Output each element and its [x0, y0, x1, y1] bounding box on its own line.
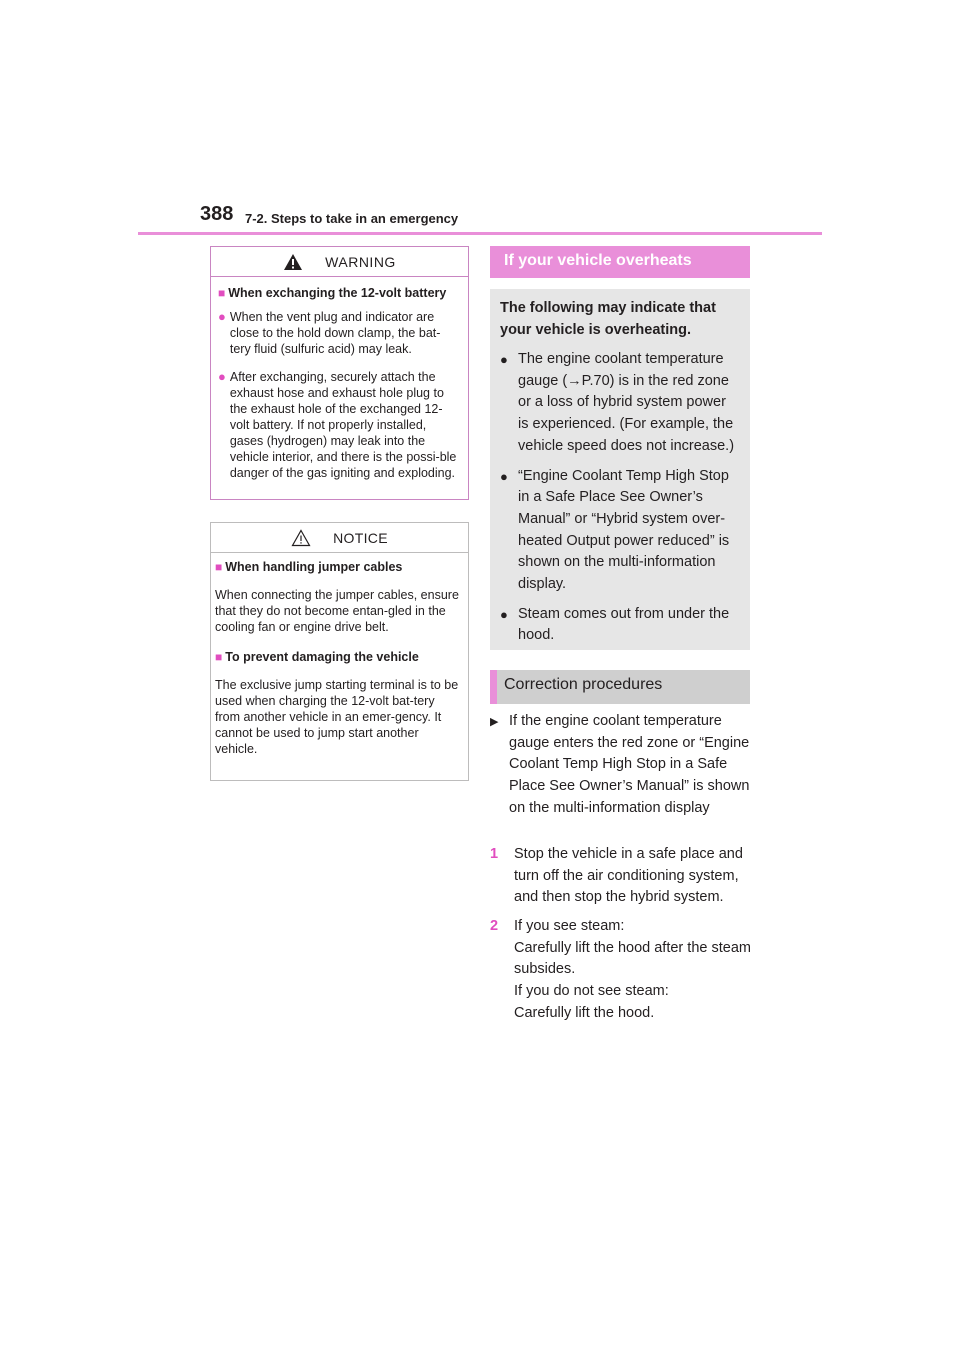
overheat-intro: The following may indicate that your vehicle is overheating. — [500, 300, 716, 338]
warning-bullet — [218, 369, 460, 481]
section-title-bar: If your vehicle overheats — [490, 246, 750, 278]
square-bullet-icon: ■ — [215, 560, 223, 574]
step-text: Stop the vehicle in a safe place and turn off the air conditioning system, and then stop the hybrid system. — [514, 846, 743, 906]
notice-box — [210, 522, 469, 781]
notice-paragraph: The exclusive jump starting terminal is to be used when charging the 12-volt bat-tery from another vehicle in an emer-gency. It cannot be used to jump start another vehicle. — [215, 678, 459, 756]
correction-condition — [490, 711, 755, 820]
notice-heading — [215, 559, 458, 575]
warning-bullet-text: After exchanging, securely attach the exhaust hose and exhaust hole plug to the exhaust hole of the exchanged 12-volt battery. If not properly installed, gases (hydrogen) may leak into the vehicle interior, and there is the possi-ble danger of the gas igniting and exploding. — [229, 370, 457, 480]
page-number: 388 — [200, 203, 234, 225]
notice-heading — [215, 649, 458, 665]
step-line: If you see steam: — [514, 918, 625, 934]
overheat-item-text: The engine coolant temperature gauge (→P.70) is in the red zone or a loss of hybrid system power is experienced. (For example, the vehicle speed does not increase.) — [518, 351, 735, 454]
correction-step — [490, 916, 755, 1025]
circle-bullet-icon: ● — [500, 352, 508, 367]
warning-triangle-icon — [283, 253, 303, 271]
warning-label: WARNING — [325, 253, 396, 270]
circle-bullet-icon: ● — [500, 468, 508, 484]
notice-triangle-icon — [291, 529, 311, 547]
circle-bullet-icon: ● — [218, 309, 226, 324]
warning-box — [210, 246, 469, 500]
overheat-info-panel — [490, 289, 750, 650]
step-number: 1 — [490, 846, 499, 862]
step-text — [514, 916, 755, 1025]
step-line: If you do not see steam: — [514, 983, 669, 1000]
notice-heading-text: To prevent damaging the vehicle — [225, 650, 419, 664]
notice-header — [211, 523, 468, 553]
warning-heading-text: When exchanging the 12-volt battery — [228, 286, 447, 300]
overheat-item — [500, 349, 740, 458]
warning-bullet — [218, 309, 460, 357]
warning-bullet-text: When the vent plug and indicator are close to the hold down clamp, the bat-tery fluid (sulfuric acid) may leak. — [229, 310, 441, 356]
triangle-arrow-icon: ▶ — [490, 716, 499, 728]
step-number: 2 — [490, 918, 499, 934]
overheat-item-text: “Engine Coolant Temp High Stop in a Safe Place See Owner’s Manual” or “Hybrid system over-heated Output power reduced” is shown on the multi-information display. — [518, 467, 730, 593]
warning-heading — [218, 285, 458, 301]
notice-heading-text: When handling jumper cables — [225, 560, 403, 574]
correction-title-bar: Correction procedures — [490, 670, 750, 704]
circle-bullet-icon: ● — [500, 606, 508, 622]
square-bullet-icon: ■ — [218, 286, 226, 300]
overheat-item-text: Steam comes out from under the hood. — [518, 605, 730, 644]
step-line: Carefully lift the hood. — [514, 1004, 655, 1021]
warning-header — [211, 247, 468, 277]
circle-bullet-icon: ● — [218, 369, 226, 384]
notice-paragraph: When connecting the jumper cables, ensure that they do not become entan-gled in the cooling fan or engine drive belt. — [215, 588, 459, 634]
notice-label: NOTICE — [333, 529, 388, 546]
header-rule — [138, 232, 822, 235]
overheat-item — [500, 466, 740, 596]
step-line: Carefully lift the hood after the steam subsides. — [514, 939, 751, 978]
chapter-title: 7-2. Steps to take in an emergency — [245, 211, 459, 226]
correction-condition-text: If the engine coolant temperature gauge enters the red zone or “Engine Coolant Temp High Stop in a Safe Place See Owner’s Manual” is shown on the multi-information display — [509, 713, 750, 816]
square-bullet-icon: ■ — [215, 650, 223, 664]
correction-step — [490, 844, 755, 909]
overheat-item — [500, 604, 740, 647]
